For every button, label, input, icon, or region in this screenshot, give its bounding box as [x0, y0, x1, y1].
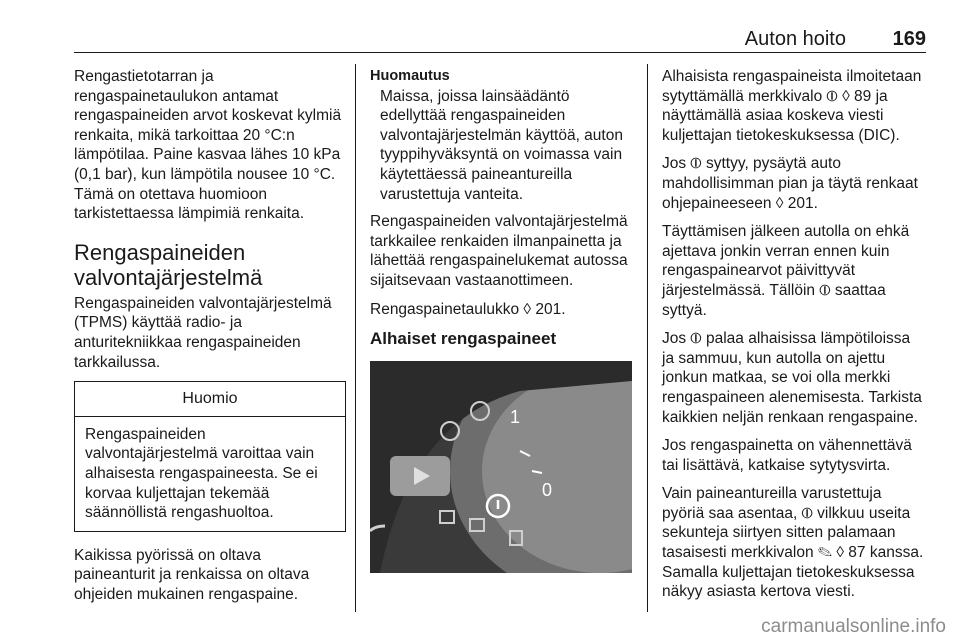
note-block	[370, 67, 632, 204]
page-number: 169	[892, 28, 926, 50]
column-1	[74, 67, 346, 613]
column-2	[370, 67, 632, 573]
warning-text: Rengaspaineiden valvontajärjestelmä varoittaa vain alhaisesta rengaspaineesta. Se ei korvaa kuljettajan tekemää säännöllistä rengashuoltoa.	[85, 425, 318, 522]
low-pressure-p3: Täyttämisen jälkeen autolla on ehkä ajettava jonkin verran ennen kuin rengaspainearvot päivittyvät järjestelmässä. Tällöin ⦶ saattaa syttyä.	[662, 223, 910, 319]
low-pressure-p2: Jos ⦶ syttyy, pysäytä auto mahdollisimman pian ja täytä renkaat ohjepaineeseen ◊ 201.	[662, 155, 918, 212]
low-pressure-p4: Jos ⦶ palaa alhaisissa lämpötiloissa ja sammuu, kun autolla on ajettu jonkun matkaa, se voi olla merkki rengaspaineen alenemisesta. Tarkista kaikkien neljän renkaan rengaspaine.	[662, 330, 922, 426]
tpms-heading: Rengaspaineiden valvontajärjestelmä	[74, 239, 263, 290]
gauge-digit-0: 0	[542, 480, 553, 501]
instrument-cluster-figure	[370, 361, 632, 573]
column-3	[662, 67, 926, 611]
low-pressure-p5: Jos rengaspainetta on vähennettävä tai lisättävä, katkaise sytytysvirta.	[662, 437, 912, 474]
warning-title: Huomio	[75, 382, 345, 417]
low-pressure-p6: Vain paineantureilla varustettuja pyöriä saa asentaa, ⦶ vilkkuu useita sekunteja siirtyen sitten palamaan tasaisesti merkkivalon ✎ ◊ 87 kanssa. Samalla kuljettajan tietokeskuksessa näkyy asiasta kertova viesti.	[662, 485, 924, 601]
sensors-paragraph: Kaikissa pyörissä on oltava paineanturit ja renkaissa on oltava ohjeiden mukainen rengaspaine.	[74, 546, 310, 603]
receiver-paragraph: Rengaspaineiden valvontajärjestelmä tarkkailee renkaiden ilmanpainetta ja lähettää rengaspainelukemat autossa sijaitsevaan vastaanottimeen.	[370, 213, 628, 289]
warning-box	[74, 381, 346, 532]
page-header	[74, 26, 926, 50]
pressure-table-reference: Rengaspainetaulukko ◊ 201.	[370, 300, 566, 318]
low-pressure-p1: Alhaisista rengaspaineista ilmoitetaan sytyttämällä merkkivalo ⦶ ◊ 89 ja näyttämällä asiaa koskeva viesti kuljettajan tietokeskuksessa (DIC).	[662, 68, 922, 144]
instrument-cluster-illustration	[370, 361, 632, 573]
watermark: carmanualsonline.info	[761, 616, 946, 637]
section-title: Auton hoito	[744, 28, 846, 50]
header-rule	[74, 52, 926, 53]
tpms-paragraph: Rengaspaineiden valvontajärjestelmä (TPMS) käyttää radio- ja anturitekniikkaa rengaspaineiden tarkkailussa.	[74, 294, 332, 371]
note-title: Huomautus	[370, 68, 450, 84]
column-divider-2	[647, 64, 648, 612]
intro-paragraph: Rengastietotarran ja rengaspainetaulukon antamat rengaspaineiden arvot koskevat kylmiä renkaita, mikä tarkoittaa 20 °C:n lämpötilaa. Paine kasvaa lähes 10 kPa (0,1 bar), kun lämpötila nousee 10 °C. Tämä on otettava huomioon tarkistettaessa lämpimiä renkaita.	[74, 68, 342, 223]
gauge-digit-1: 1	[510, 407, 521, 428]
column-divider-1	[355, 64, 356, 612]
low-pressure-heading: Alhaiset rengaspaineet	[370, 329, 557, 349]
note-text: Maissa, joissa lainsäädäntö edellyttää rengaspaineiden valvontajärjestelmän käyttöä, auton tyyppihyväksyntä on voimassa vain käytettäessä paineantureilla varustettuja vanteita.	[380, 87, 623, 203]
